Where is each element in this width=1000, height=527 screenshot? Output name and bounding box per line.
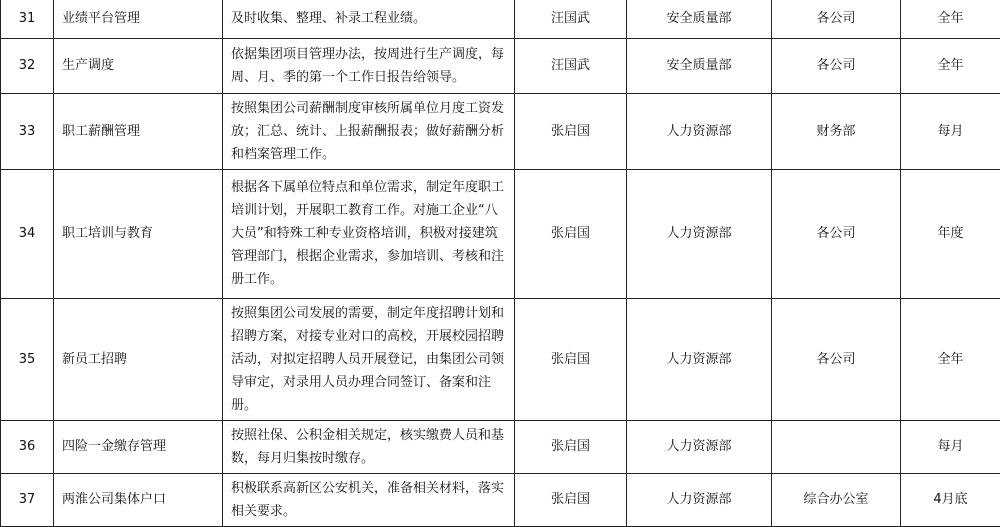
time-frame: 每月 bbox=[901, 93, 1000, 169]
table-row bbox=[1, 420, 1000, 473]
table-row bbox=[1, 38, 1000, 93]
leader: 张启国 bbox=[515, 298, 627, 420]
table-row bbox=[1, 93, 1000, 169]
task-content: 按照社保、公积金相关规定，核实缴费人员和基数，每月归集按时缴存。 bbox=[223, 420, 515, 473]
cooperating-unit: 各公司 bbox=[772, 169, 901, 298]
task-content: 按照集团公司发展的需要，制定年度招聘计划和招聘方案，对接专业对口的高校，开展校园招聘活动，对拟定招聘人员开展登记，由集团公司领导审定，对录用人员办理合同签订、备案和注册。 bbox=[223, 298, 515, 420]
table-row bbox=[1, 169, 1000, 298]
cooperating-unit: 各公司 bbox=[772, 0, 901, 38]
leader: 张启国 bbox=[515, 473, 627, 526]
task-item: 四险一金缴存管理 bbox=[54, 420, 223, 473]
task-content: 及时收集、整理、补录工程业绩。 bbox=[223, 0, 515, 38]
row-number: 32 bbox=[1, 38, 54, 93]
task-item: 生产调度 bbox=[54, 38, 223, 93]
time-frame: 全年 bbox=[901, 38, 1000, 93]
row-number: 34 bbox=[1, 169, 54, 298]
task-item: 新员工招聘 bbox=[54, 298, 223, 420]
row-number: 33 bbox=[1, 93, 54, 169]
time-frame: 每月 bbox=[901, 420, 1000, 473]
table-row bbox=[1, 0, 1000, 38]
leader: 汪国武 bbox=[515, 0, 627, 38]
task-item: 职工薪酬管理 bbox=[54, 93, 223, 169]
cooperating-unit: 综合办公室 bbox=[772, 473, 901, 526]
task-content: 根据各下属单位特点和单位需求，制定年度职工培训计划，开展职工教育工作。对施工企业“八大员”和特殊工种专业资格培训，积极对接建筑管理部门，根据企业需求，参加培训、考核和注册工作。 bbox=[223, 169, 515, 298]
task-item: 职工培训与教育 bbox=[54, 169, 223, 298]
department: 人力资源部 bbox=[627, 420, 772, 473]
time-frame: 4月底 bbox=[901, 473, 1000, 526]
task-item: 业绩平台管理 bbox=[54, 0, 223, 38]
row-number: 31 bbox=[1, 0, 54, 38]
time-frame: 年度 bbox=[901, 169, 1000, 298]
task-content: 按照集团公司薪酬制度审核所属单位月度工资发放；汇总、统计、上报薪酬报表；做好薪酬分析和档案管理工作。 bbox=[223, 93, 515, 169]
task-item: 两淮公司集体户口 bbox=[54, 473, 223, 526]
time-frame: 全年 bbox=[901, 0, 1000, 38]
task-content: 积极联系高新区公安机关，准备相关材料，落实相关要求。 bbox=[223, 473, 515, 526]
row-number: 36 bbox=[1, 420, 54, 473]
time-frame: 全年 bbox=[901, 298, 1000, 420]
leader: 张启国 bbox=[515, 420, 627, 473]
cooperating-unit: 各公司 bbox=[772, 298, 901, 420]
department: 人力资源部 bbox=[627, 298, 772, 420]
task-table-body bbox=[1, 0, 1000, 526]
cooperating-unit: 财务部 bbox=[772, 93, 901, 169]
table-row bbox=[1, 298, 1000, 420]
row-number: 35 bbox=[1, 298, 54, 420]
department: 安全质量部 bbox=[627, 0, 772, 38]
department: 安全质量部 bbox=[627, 38, 772, 93]
task-content: 依据集团项目管理办法，按周进行生产调度，每周、月、季的第一个工作日报告给领导。 bbox=[223, 38, 515, 93]
table-row bbox=[1, 473, 1000, 526]
cooperating-unit bbox=[772, 420, 901, 473]
leader: 汪国武 bbox=[515, 38, 627, 93]
cooperating-unit: 各公司 bbox=[772, 38, 901, 93]
row-number: 37 bbox=[1, 473, 54, 526]
department: 人力资源部 bbox=[627, 473, 772, 526]
department: 人力资源部 bbox=[627, 93, 772, 169]
leader: 张启国 bbox=[515, 169, 627, 298]
leader: 张启国 bbox=[515, 93, 627, 169]
department: 人力资源部 bbox=[627, 169, 772, 298]
